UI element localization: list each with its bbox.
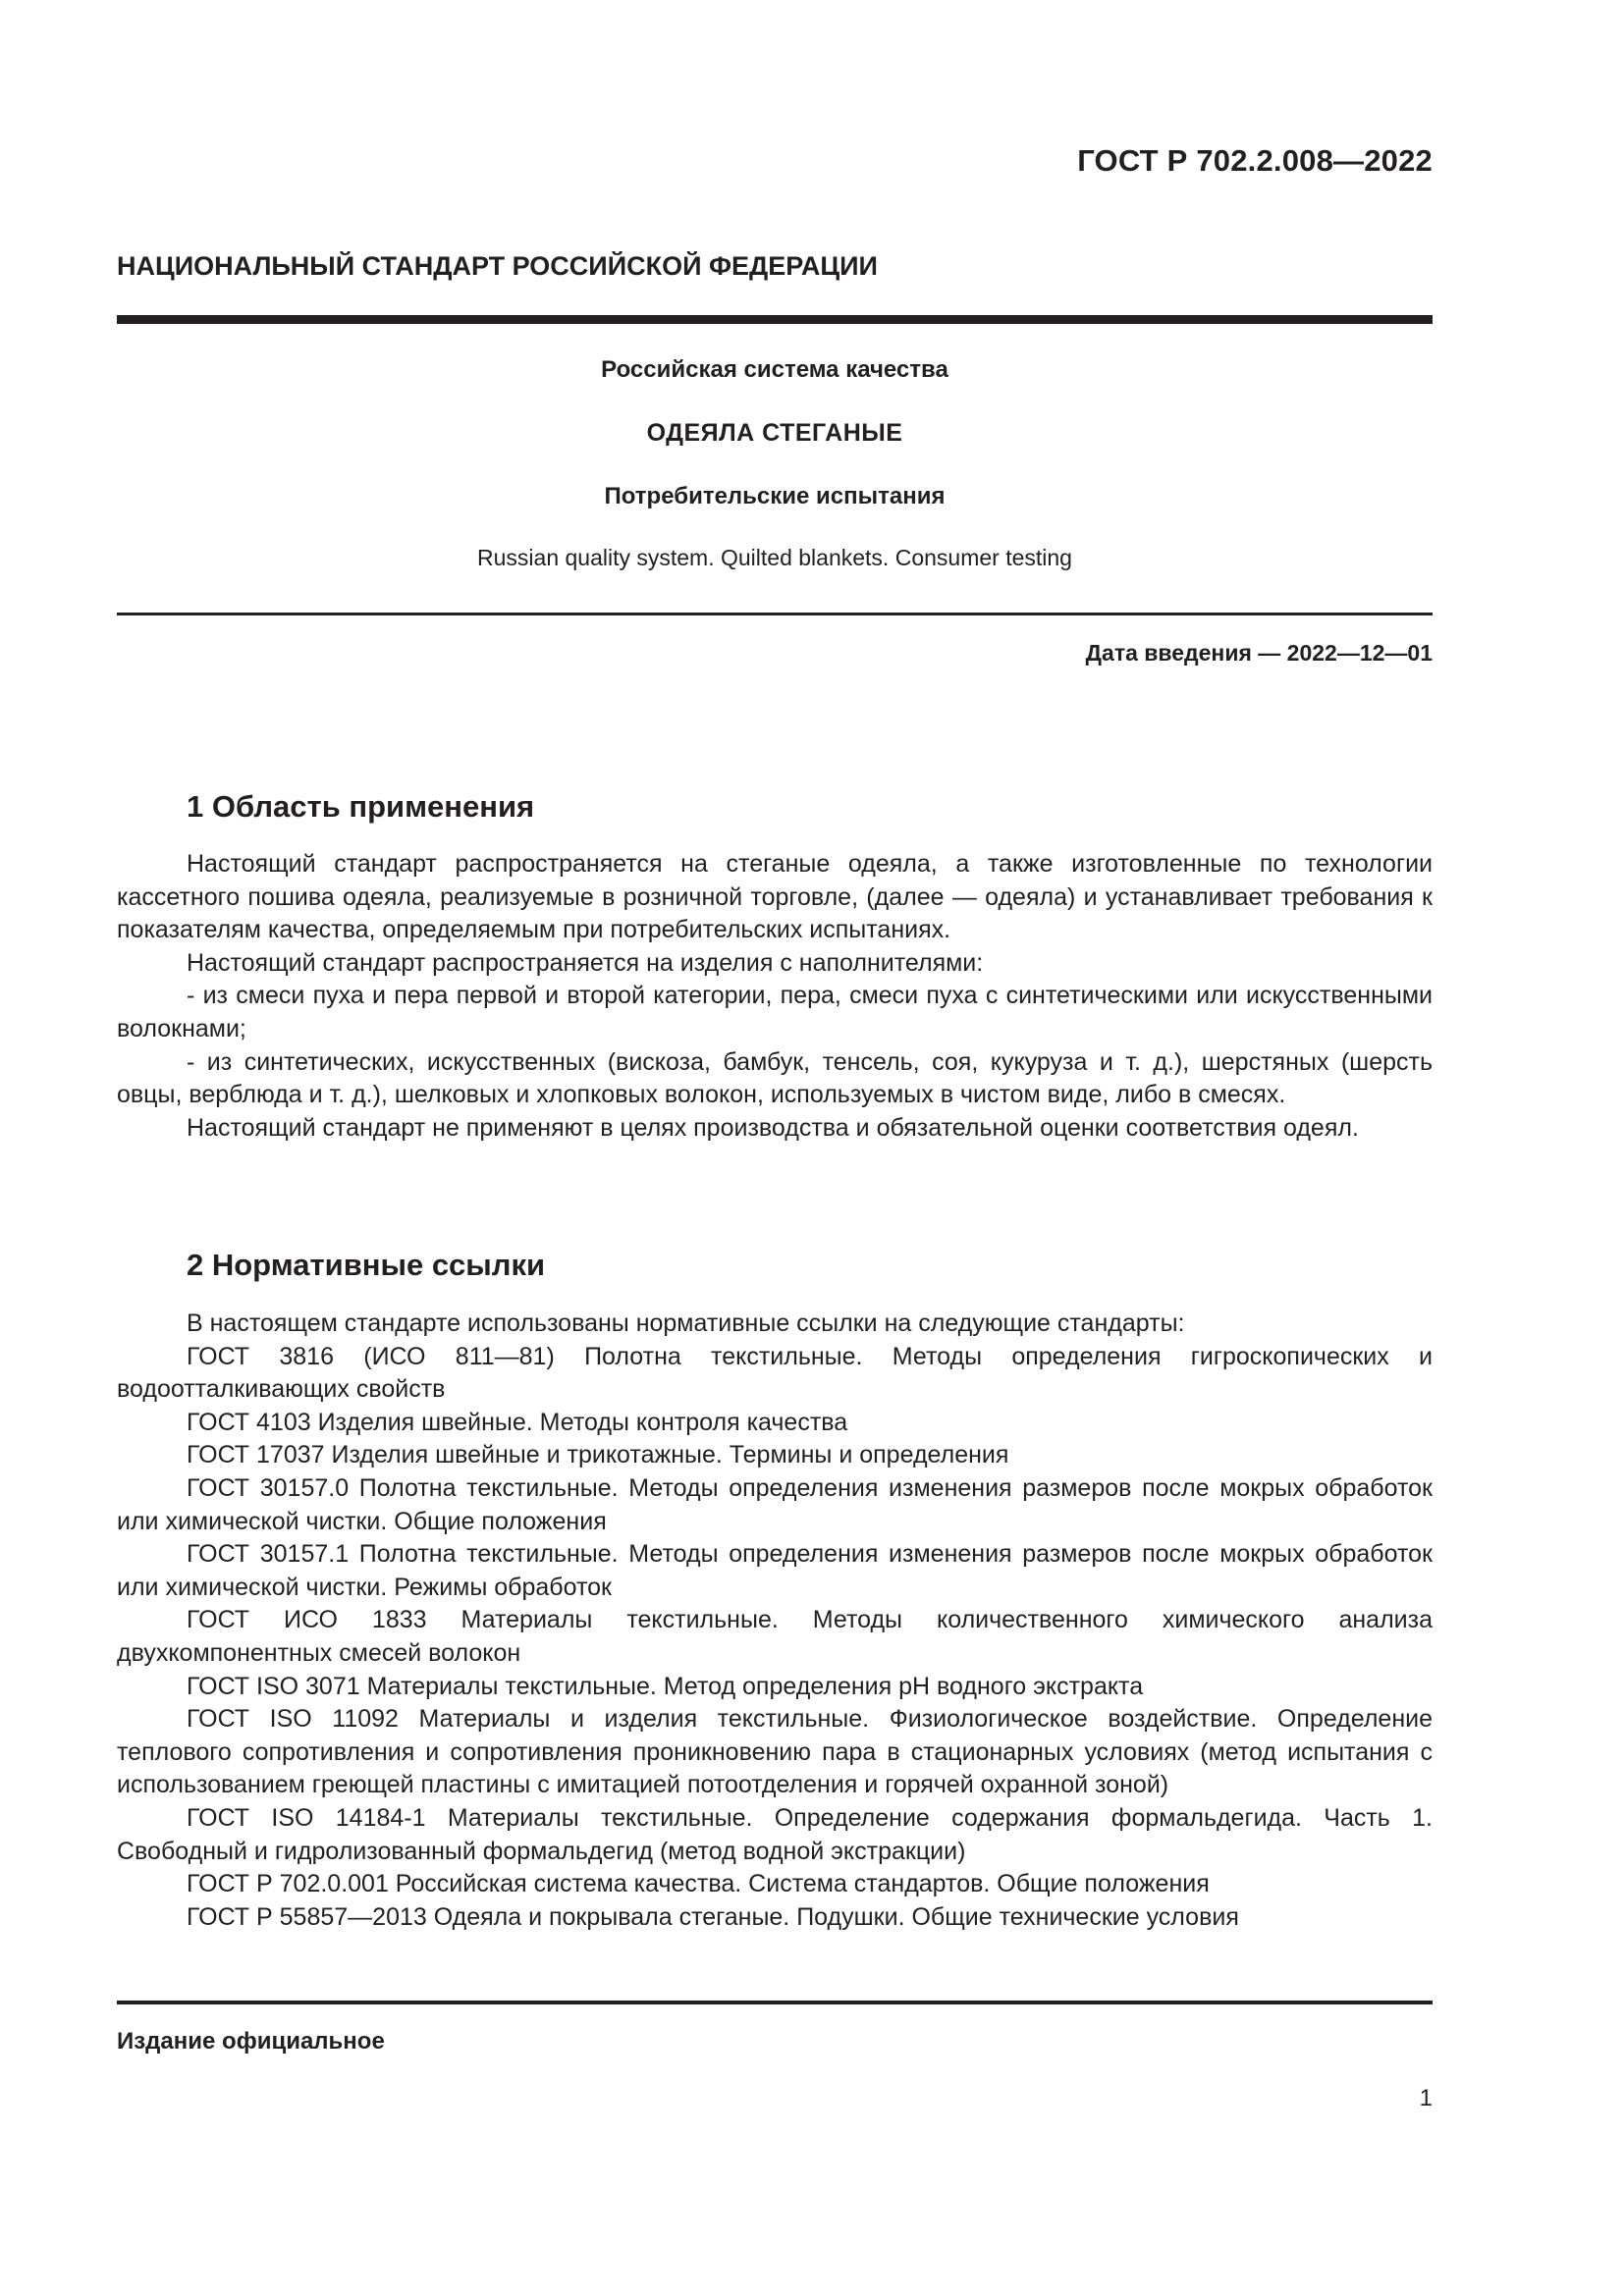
section-heading-references: 2 Нормативные ссылки [187, 1248, 546, 1282]
footer-rule [117, 2001, 1433, 2004]
english-title: Russian quality system. Quilted blankets. Consumer testing [477, 545, 1072, 570]
reference-item: ГОСТ 3816 (ИСО 811—81) Полотна текстильные. Методы определения гигроскопических и водоотталкивающих свойств [117, 1342, 1433, 1404]
paragraph: Настоящий стандарт распространяется на стеганые одеяла, а также изготовленные по технологии кассетного пошива одеяла, реализуемые в розничной торговле, (далее — одеяла) и устанавливает требования к показателям качества, определяемым при потребительских испытаниях. [117, 850, 1433, 944]
page-number: 1 [1419, 2085, 1433, 2111]
standard-designation: ГОСТ Р 702.2.008—2022 [1077, 143, 1433, 178]
reference-item: ГОСТ ISO 11092 Материалы и изделия текстильные. Физиологическое воздействие. Определение теплового сопротивления и сопротивления проникновению пара в стационарных условиях (метод испытания с использованием греющей пластины с имитацией потоотделения и горячей охранной зоной) [117, 1705, 1433, 1799]
reference-item: ГОСТ ISO 3071 Материалы текстильные. Метод определения pH водного экстракта [187, 1672, 1144, 1700]
reference-item: ГОСТ Р 55857—2013 Одеяла и покрывала стеганые. Подушки. Общие технические условия [187, 1902, 1239, 1931]
list-item: - из смеси пуха и пера первой и второй категории, пера, смеси пуха с синтетическими или искусственными волокнами; [117, 982, 1433, 1042]
reference-item: ГОСТ 4103 Изделия швейные. Методы контроля качества [187, 1408, 848, 1436]
section-body-scope [117, 848, 1433, 1145]
national-standard-banner: НАЦИОНАЛЬНЫЙ СТАНДАРТ РОССИЙСКОЙ ФЕДЕРАЦИИ [117, 251, 878, 281]
system-name: Российская система качества [601, 356, 948, 383]
title-rule [117, 613, 1433, 615]
document-title: ОДЕЯЛА СТЕГАНЫЕ [646, 419, 903, 447]
paragraph: Настоящий стандарт не применяют в целях производства и обязательной оценки соответствия одеял. [187, 1113, 1359, 1142]
paragraph: Настоящий стандарт распространяется на изделия с наполнителями: [187, 948, 984, 977]
section-body-references [117, 1308, 1433, 1934]
introduction-date: Дата введения — 2022—12—01 [1085, 640, 1433, 666]
paragraph: В настоящем стандарте использованы нормативные ссылки на следующие стандарты: [187, 1309, 1185, 1337]
reference-item: ГОСТ 17037 Изделия швейные и трикотажные. Термины и определения [187, 1441, 1009, 1469]
header-rule [117, 315, 1433, 324]
reference-item: ГОСТ Р 702.0.001 Российская система качества. Система стандартов. Общие положения [187, 1870, 1210, 1898]
list-item: - из синтетических, искусственных (вискоза, бамбук, тенсель, соя, кукуруза и т. д.), шерстяных (шерсть овцы, верблюда и т. д.), шелковых и хлопковых волокон, используемых в чистом виде, либо в смесях. [117, 1047, 1433, 1109]
edition-label: Издание официальное [117, 2028, 385, 2055]
section-heading-scope: 1 Область применения [187, 789, 535, 824]
reference-item: ГОСТ 30157.1 Полотна текстильные. Методы определения изменения размеров после мокрых обработок или химической чистки. Режимы обработок [117, 1540, 1433, 1601]
reference-item: ГОСТ ISO 14184-1 Материалы текстильные. Определение содержания формальдегида. Часть 1. Свободный и гидролизованный формальдегид (метод водной экстракции) [117, 1803, 1433, 1865]
reference-item: ГОСТ 30157.0 Полотна текстильные. Методы определения изменения размеров после мокрых обработок или химической чистки. Общие положения [117, 1473, 1433, 1535]
document-page [117, 0, 1433, 2296]
reference-item: ГОСТ ИСО 1833 Материалы текстильные. Методы количественного химического анализа двухкомпонентных смесей волокон [117, 1606, 1433, 1667]
document-subtitle: Потребительские испытания [604, 483, 946, 509]
